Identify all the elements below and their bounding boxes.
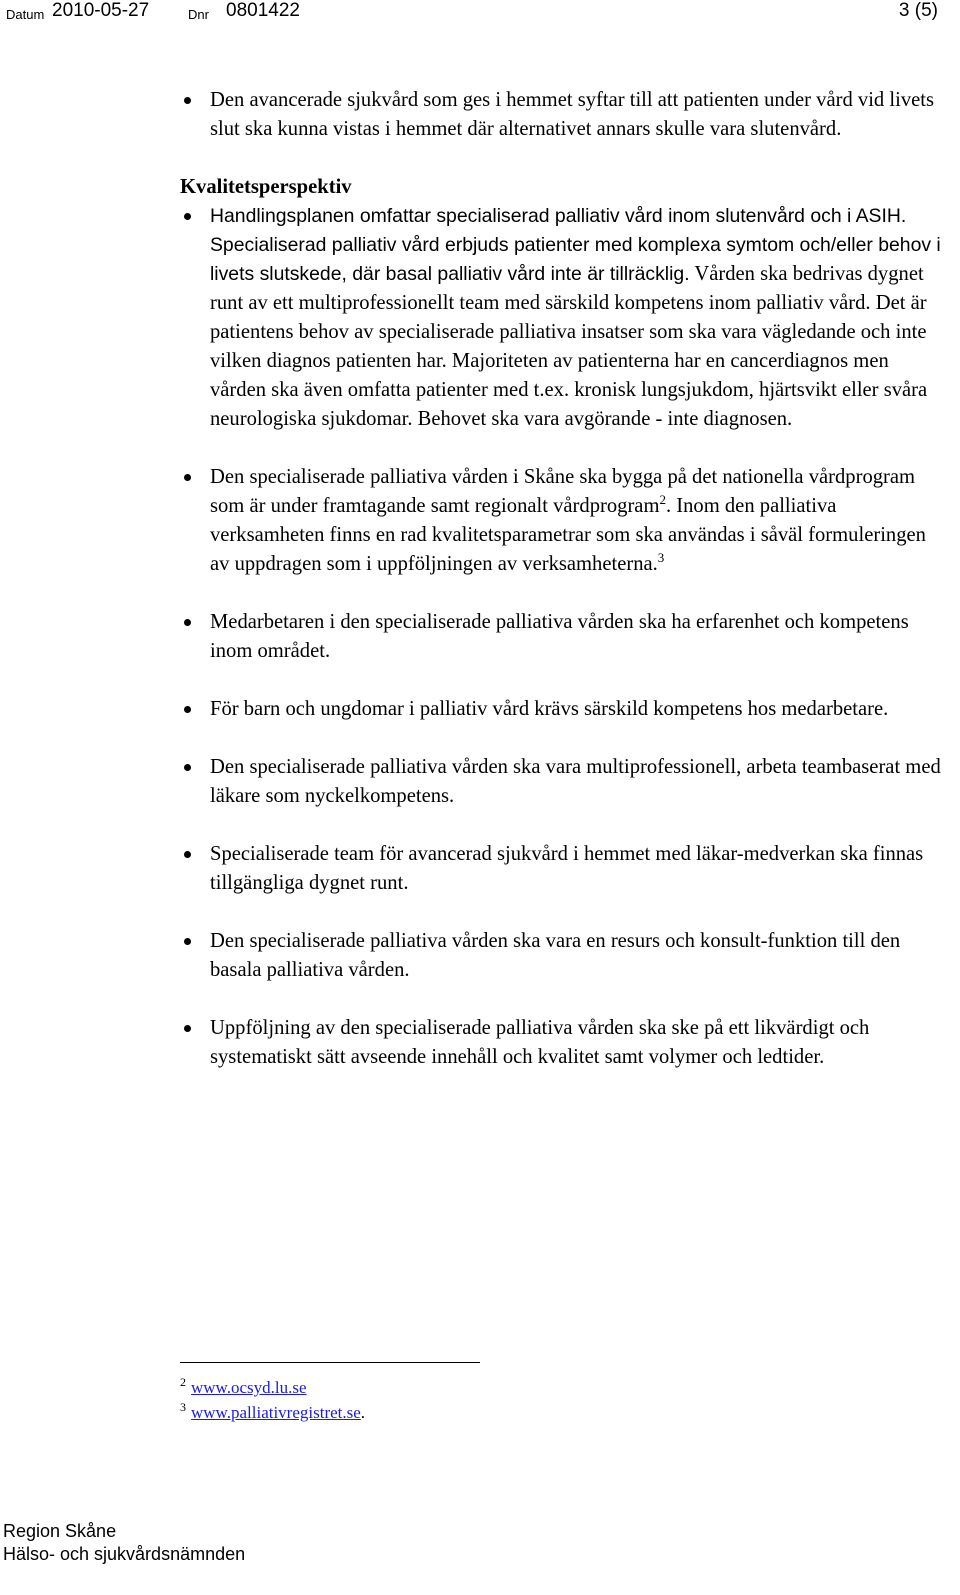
- bullet-icon: [184, 474, 191, 481]
- page-footer: [3, 1520, 245, 1566]
- footnote-3: [180, 1400, 365, 1425]
- footnote-link-ocsyd[interactable]: www.ocsyd.lu.se: [191, 1378, 307, 1397]
- list-item-text: Uppföljning av den specialiserade palliativa vården ska ske på ett likvärdigt och systematiskt sätt avseende innehåll och kvalitet samt volymer och ledtider.: [210, 1017, 870, 1068]
- list-item-text: För barn och ungdomar i palliativ vård krävs särskild kompetens hos medarbetare.: [210, 698, 889, 720]
- bullet-icon: [184, 764, 191, 771]
- list-item: [180, 1014, 948, 1072]
- list-item: [180, 927, 948, 985]
- bullet-icon: [184, 938, 191, 945]
- bullet-icon: [184, 851, 191, 858]
- kval-text-2: Specialiserad palliativ vård erbjuds patienter med komplexa symtom och/eller behov i livets slutskede, där basal palliativ vård inte är tillräcklig.: [210, 234, 941, 285]
- dnr-label: Dnr: [188, 7, 209, 22]
- list-item-kvalitet: [180, 202, 948, 434]
- list-item-intro: [180, 86, 948, 144]
- list-item: [180, 695, 948, 724]
- intro-text: Den avancerade sjukvård som ges i hemmet syftar till att patienten under vård vid livets slut ska kunna vistas i hemmet där alternativet annars skulle vara slutenvård.: [210, 89, 934, 140]
- datum-label: Datum: [6, 7, 45, 22]
- kval-text-1: Handlingsplanen omfattar specialiserad palliativ vård inom slutenvård och i ASIH.: [210, 205, 907, 227]
- footnote-2: [180, 1375, 365, 1400]
- list-item: [180, 840, 948, 898]
- footnote-link-palliativregistret[interactable]: www.palliativregistret.se: [191, 1403, 361, 1422]
- footnote-number: 3: [180, 1400, 186, 1415]
- list-item-text: Specialiserade team för avancerad sjukvård i hemmet med läkar-medverkan ska finnas tillgängliga dygnet runt.: [210, 843, 924, 894]
- nat-text-a: Den specialiserade palliativa vården i Skåne ska bygga på det nationella vårdprogram som är under framtagande samt regionalt vårdprogram: [210, 466, 916, 517]
- bullet-icon: [184, 619, 191, 626]
- bullet-icon: [184, 1025, 191, 1032]
- list-item-nationellt: [180, 463, 948, 579]
- list-item: [180, 608, 948, 666]
- kval-text-3: Vården ska bedrivas dygnet runt av ett multiprofessionellt team med särskild kompetens inom palliativ vård. Det är patientens behov av specialiserade palliativa insatser som ska vara vägledande och inte vilken diagnos patienten har. Majoriteten av patienterna har en cancerdiagnos men vården ska även omfatta patienter med t.ex. kronisk lungsjukdom, hjärtsvikt eller svåra neurologiska sjukdomar. Behovet ska vara avgörande - inte diagnosen.: [210, 263, 928, 430]
- footnote-divider: [180, 1362, 480, 1363]
- page-number: 3 (5): [898, 0, 938, 21]
- section-heading: Kvalitetsperspektiv: [180, 176, 352, 198]
- nat-text-b: . Inom den palliativa verksamheten finns en rad kvalitetsparametrar som ska användas i såväl formuleringen av uppdragen som i uppföljningen av verksamheterna.: [210, 495, 926, 575]
- footnote-ref-3: 3: [657, 550, 665, 566]
- footer-department: Hälso- och sjukvårdsnämnden: [3, 1544, 246, 1564]
- document-date: 2010-05-27: [52, 0, 150, 21]
- bullet-icon: [184, 213, 191, 220]
- footnote-number: 2: [180, 1375, 186, 1390]
- list-item-text: Den specialiserade palliativa vården ska vara multiprofessionell, arbeta teambaserat med läkare som nyckelkompetens.: [210, 756, 941, 807]
- footer-organization: Region Skåne: [3, 1521, 117, 1541]
- footnote-tail: .: [360, 1403, 366, 1422]
- document-number: 0801422: [226, 0, 300, 21]
- bullet-icon: [184, 706, 191, 713]
- list-item-text: Medarbetaren i den specialiserade palliativa vården ska ha erfarenhet och kompetens inom området.: [210, 611, 909, 662]
- footnotes: [180, 1375, 365, 1425]
- list-item-text: Den specialiserade palliativa vården ska vara en resurs och konsult-funktion till den basala palliativa vården.: [210, 930, 901, 981]
- footnote-ref-2: 2: [659, 492, 666, 508]
- document-body: [180, 86, 948, 1072]
- bullet-icon: [184, 97, 191, 104]
- page-header: [6, 0, 938, 28]
- list-item: [180, 753, 948, 811]
